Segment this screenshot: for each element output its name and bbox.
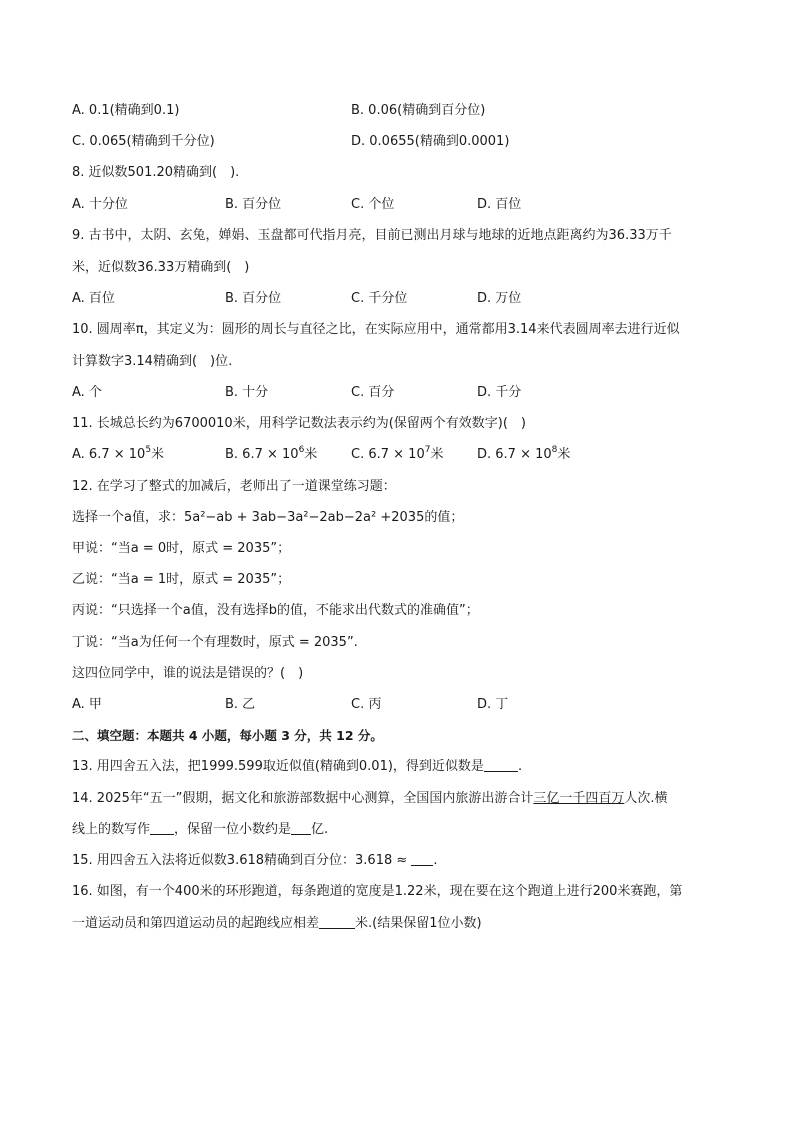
q14-text: 14. 2025年“五一”假期，据文化和旅游部数据中心测算，全国国内旅游出游合计 xyxy=(72,791,534,806)
q15-text: 15. 用四舍五入法将近似数3.618精确到百分位：3.618 ≈ xyxy=(72,853,408,868)
q8-option-c: C. 个位 xyxy=(351,197,395,212)
q8-options xyxy=(72,194,722,216)
q13-blank[interactable] xyxy=(484,757,518,772)
q16-text-end: 米.(结果保留1位小数) xyxy=(355,916,482,931)
q13-text: 13. 用四舍五入法，把1999.599取近似值(精确到0.01)，得到近似数是 xyxy=(72,759,484,774)
q15-end: . xyxy=(433,853,438,868)
q12-option-b: B. 乙 xyxy=(225,697,256,712)
q12-question: 这四位同学中，谁的说法是错误的？( ) xyxy=(72,666,304,681)
q10-options xyxy=(72,382,722,404)
q12-yi: 乙说：“当a = 1时，原式 = 2035”； xyxy=(72,572,291,587)
q14-blank-2[interactable] xyxy=(291,820,311,835)
q10-option-b: B. 十分 xyxy=(225,385,269,400)
q13-end: . xyxy=(517,759,523,774)
section-2-heading: 二、填空题：本题共 4 小题，每小题 3 分，共 12 分。 xyxy=(72,728,383,743)
q12-ding: 丁说：“当a为任何一个有理数时，原式 = 2035”. xyxy=(72,635,358,650)
q10-option-d: D. 千分 xyxy=(477,385,522,400)
q12-bing: 丙说：“只选择一个a值，没有选择b的值，不能求出代数式的准确值”； xyxy=(72,603,479,618)
q11-stem: 11. 长城总长约为6700010米，用科学记数法表示约为(保留两个有效数字)( ) xyxy=(72,416,526,431)
q12-option-a: A. 甲 xyxy=(72,697,102,712)
q15-blank[interactable] xyxy=(411,851,433,866)
q14-blank-1[interactable] xyxy=(150,820,174,835)
q9-stem-line2: 米，近似数36.33万精确到( ) xyxy=(72,260,250,275)
q7-options-row-1 xyxy=(72,100,722,122)
q9-options xyxy=(72,288,722,310)
q14-line2 xyxy=(72,819,722,841)
q11-options xyxy=(72,444,722,466)
q14-line2-end: 亿. xyxy=(311,822,329,837)
q9-option-d: D. 万位 xyxy=(477,291,522,306)
q7-option-b: B. 0.06(精确到百分位) xyxy=(351,103,486,118)
q12-task: 选择一个a值，求：5a²−ab + 3ab−3a²−2ab−2a² +2035的值； xyxy=(72,510,464,525)
q10-option-a: A. 个 xyxy=(72,385,102,400)
q9-option-b: B. 百分位 xyxy=(225,291,282,306)
q11-option-a: A. $6.7 \times 10^5$米 xyxy=(72,445,165,462)
q10-stem-line2: 计算数字3.14精确到( )位. xyxy=(72,354,233,369)
q16-blank[interactable] xyxy=(319,914,355,929)
q14-line1 xyxy=(72,788,722,810)
q12-options xyxy=(72,694,722,716)
q14-line2-mid: ，保留一位小数约是 xyxy=(174,822,292,837)
q7-option-c: C. 0.065(精确到千分位) xyxy=(72,134,215,149)
q16-text: 一道运动员和第四道运动员的起跑线应相差 xyxy=(72,916,320,931)
q13 xyxy=(72,756,722,778)
q9-option-a: A. 百位 xyxy=(72,291,115,306)
q10-stem-line1: 10. 圆周率π，其定义为：圆形的周长与直径之比，在实际应用中，通常都用3.14来代表圆周率去进行近似 xyxy=(72,322,680,337)
q16-line2 xyxy=(72,913,722,935)
q8-option-b: B. 百分位 xyxy=(225,197,282,212)
q7-option-a: A. 0.1(精确到0.1) xyxy=(72,103,180,118)
q12-jia: 甲说：“当a = 0时，原式 = 2035”； xyxy=(72,541,291,556)
q7-options-row-2 xyxy=(72,131,722,153)
q10-option-c: C. 百分 xyxy=(351,385,395,400)
q12-option-c: C. 丙 xyxy=(351,697,382,712)
q11-option-d: D. $6.7 \times 10^8$米 xyxy=(477,445,571,462)
q7-option-d: D. 0.0655(精确到0.0001) xyxy=(351,134,510,149)
q9-option-c: C. 千分位 xyxy=(351,291,408,306)
q12-option-d: D. 丁 xyxy=(477,697,509,712)
q15 xyxy=(72,850,722,872)
q16-line1: 16. 如图，有一个400米的环形跑道，每条跑道的宽度是1.22米，现在要在这个跑道上进行200米赛跑，第 xyxy=(72,884,683,899)
q8-option-a: A. 十分位 xyxy=(72,197,128,212)
q11-option-c: C. $6.7 \times 10^7$米 xyxy=(351,445,444,462)
q12-stem: 12. 在学习了整式的加减后，老师出了一道课堂练习题： xyxy=(72,479,396,494)
q8-stem: 8. 近似数501.20精确到( ). xyxy=(72,165,240,180)
q14-text-end: 人次.横 xyxy=(624,791,668,806)
q14-line2-text: 线上的数写作 xyxy=(72,822,151,837)
q14-underlined-number: 三亿一千四百万 xyxy=(533,791,625,806)
q9-stem-line1: 9. 古书中，太阴、玄兔，婵娟、玉盘都可代指月亮，目前已测出月球与地球的近地点距离约为36.33万千 xyxy=(72,228,672,243)
q8-option-d: D. 百位 xyxy=(477,197,522,212)
q11-option-b: B. $6.7 \times 10^6$米 xyxy=(225,445,318,462)
